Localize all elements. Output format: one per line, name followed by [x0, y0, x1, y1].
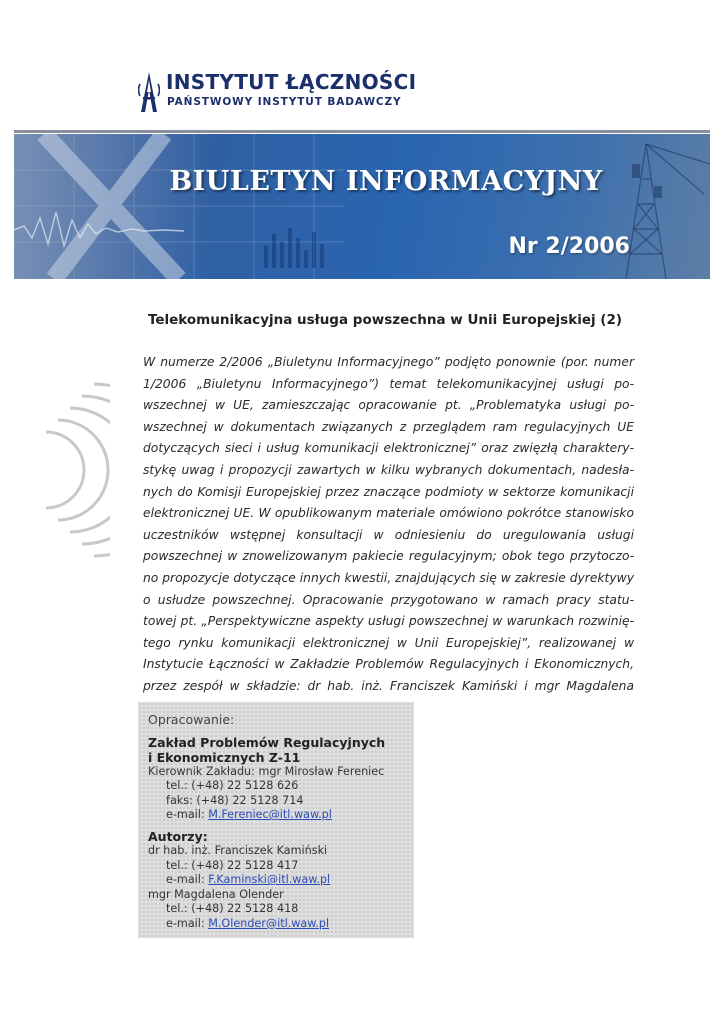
email-prefix: e-mail:	[166, 873, 209, 886]
email-prefix: e-mail:	[166, 916, 209, 930]
author-1-name: dr hab. inż. Franciszek Kamiński	[148, 844, 328, 857]
banner-title: BIULETYN INFORMACYJNY	[169, 166, 603, 197]
logo-title: INSTYTUT ŁĄCZNOŚCI	[166, 70, 417, 94]
logo-subtitle: PAŃSTWOWY INSTYTUT BADAWCZY	[167, 96, 402, 108]
department-head: Kierownik Zakładu: mgr Mirosław Fereniec	[148, 764, 385, 778]
institute-logo	[138, 68, 417, 116]
prepared-by-label: Opracowanie:	[148, 712, 235, 727]
ripple-decoration	[0, 380, 110, 560]
head-fax: faks: (+48) 22 5128 714	[166, 793, 304, 807]
author-1-phone: tel.: (+48) 22 5128 417	[166, 858, 299, 872]
author-2-email-row	[148, 917, 404, 932]
banner-top-rule	[14, 130, 710, 133]
head-email-link[interactable]: M.Fereniec@itl.waw.pl	[208, 808, 332, 821]
contact-box	[138, 702, 414, 938]
authors-label: Autorzy:	[148, 828, 208, 844]
bulletin-banner	[14, 134, 710, 279]
department-name: Zakład Problemów Regulacyjnych	[148, 734, 386, 750]
author-2-email-link[interactable]: M.Olender@itl.waw.pl	[208, 916, 330, 930]
department-name-line2: i Ekonomicznych Z-11	[148, 749, 301, 765]
head-phone: tel.: (+48) 22 5128 626	[166, 779, 299, 792]
issue-number: Nr 2/2006	[508, 234, 630, 259]
article-body: W numerze 2/2006 „Biuletynu Informacyjnego” podjęto ponownie (por. numer 1/2006 „Biuletynu Informacyjnego”) temat telekomunikacyjnej usługi powszechnej w UE, zamieszczając opracowanie pt. „Problematyka usługi powszechnej w dokumentach związanych z przeglądem ram regulacyjnych UE dotyczących sieci i usług komunikacji elektronicznej” oraz zwięzłą charakterystykę uwag i propozycji zawartych w kilku wybranych dokumentach, nadesłanych do Komisji Europejskiej przez znaczące podmioty w sektorze komunikacji elektronicznej UE. W opublikowanym materiale omówiono pokrótce stanowisko uczestników wstępnej konsultacji w odniesieniu do uregulowania usługi powszechnej w znowelizowanym pakiecie regulacyjnym; obok tego przytoczono propozycje dotyczące innych kwestii, znajdujących się w zakresie dyrektywy o usłudze powszechnej. Opracowanie przygotowano w ramach pracy statutowej pt. „Perspektywiczne aspekty usługi powszechnej w warunkach rozwiniętego rynku komunikacji elektronicznej w Unii Europejskiej”, realizowanej w Instytucie Łączności w Zakładzie Problemów Regulacyjnych i Ekonomicznych, przez zespół w składzie: dr hab. inż. Franciszek Kamiński i mgr Magdalena	[143, 355, 634, 693]
author-2-phone: tel.: (+48) 22 5128 418	[166, 902, 299, 915]
head-email-row	[148, 808, 404, 823]
author-1-email-link[interactable]: F.Kaminski@itl.waw.pl	[208, 873, 331, 886]
antenna-logo-icon	[138, 70, 160, 114]
author-2-name: mgr Magdalena Olender	[148, 887, 284, 901]
article-title: Telekomunikacyjna usługa powszechna w Unii Europejskiej (2)	[147, 312, 623, 328]
author-1-email-row	[148, 873, 404, 888]
email-prefix: e-mail:	[166, 808, 209, 821]
